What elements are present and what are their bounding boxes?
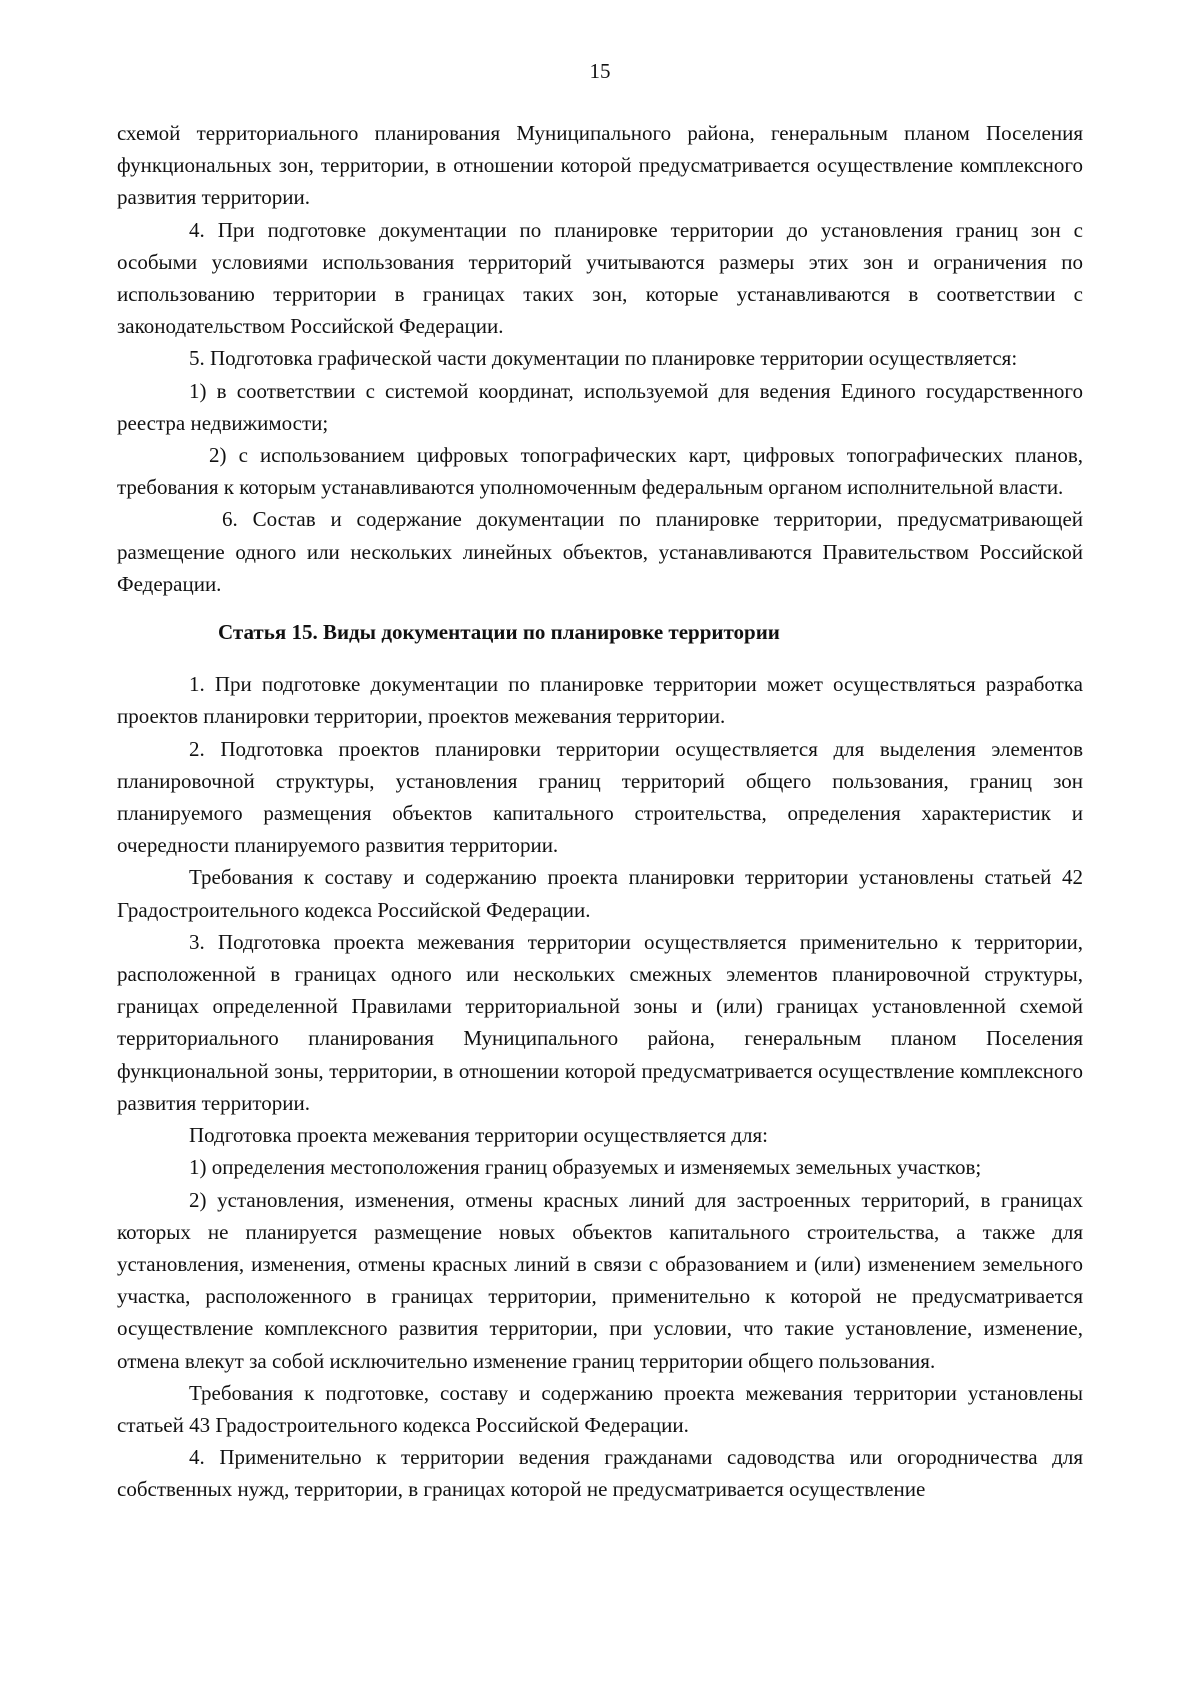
paragraph-article-item-1: 1. При подготовке документации по планировке территории может осуществляться разработка проектов планировки территории, проектов межевания территории. [117, 672, 1083, 729]
paragraph-subitem-1: 1) в соответствии с системой координат, используемой для ведения Единого государственного реестра недвижимости; [117, 378, 1083, 435]
paragraph-survey-subitem-1: 1) определения местоположения границ образуемых и изменяемых земельных участков; [189, 1155, 982, 1180]
paragraph-item-4: 4. При подготовке документации по планировке территории до установления границ зон с особыми условиями использования территорий учитываются размеры этих зон и ограничения по использованию территории в границах таких зон, которые устанавливаются в соответствии с законодательством Российской Федерации. [117, 217, 1083, 339]
paragraph-requirements-planning: Требования к составу и содержанию проекта планировки территории установлены статьей 42 Градостроительного кодекса Российской Федерации. [117, 865, 1083, 922]
article-heading: Статья 15. Виды документации по планировке территории [218, 620, 780, 645]
paragraph-article-item-3: 3. Подготовка проекта межевания территории осуществляется применительно к территории, расположенной в границах одного или нескольких смежных элементов планировочной структуры, границах определенной Правилами территориальной зоны и (или) границах установленной схемой территориального планирования Муниципального района, генеральным планом Поселения функциональной зоны, территории, в отношении которой предусматривается осуществление комплексного развития территории. [117, 929, 1083, 1115]
paragraph-item-6: 6. Состав и содержание документации по планировке территории, предусматривающей размещение одного или нескольких линейных объектов, устанавливаются Правительством Российской Федерации. [117, 507, 1083, 596]
paragraph-article-item-4: 4. Применительно к территории ведения гражданами садоводства или огородничества для собственных нужд, территории, в границах которой не предусматривается осуществление [117, 1445, 1083, 1502]
paragraph-survey-purpose: Подготовка проекта межевания территории осуществляется для: [189, 1123, 768, 1148]
paragraph-article-item-2: 2. Подготовка проектов планировки территории осуществляется для выделения элементов планировочной структуры, установления границ территорий общего пользования, границ зон планируемого размещения объектов капитального строительства, определения характеристик и очередности планируемого развития территории. [117, 736, 1083, 858]
paragraph-continuation: схемой территориального планирования Муниципального района, генеральным планом Поселения функциональных зон, территории, в отношении которой предусматривается осуществление комплексного развития территории. [117, 121, 1083, 210]
document-body [117, 117, 1083, 1506]
paragraph-subitem-2: 2) с использованием цифровых топографических карт, цифровых топографических планов, требования к которым устанавливаются уполномоченным федеральным органом исполнительной власти. [117, 443, 1083, 500]
paragraph-requirements-survey: Требования к подготовке, составу и содержанию проекта межевания территории установлены статьей 43 Градостроительного кодекса Российской Федерации. [117, 1380, 1083, 1437]
page-number: 15 [589, 59, 611, 83]
paragraph-survey-subitem-2: 2) установления, изменения, отмены красных линий для застроенных территорий, в границах которых не планируется размещение новых объектов капитального строительства, а также для установления, изменения, отмены красных линий в связи с образованием и (или) изменением земельного участка, расположенного в границах территории, применительно к которой не предусматривается осуществление комплексного развития территории, при условии, что такие установление, изменение, отмена влекут за собой исключительно изменение границ территории общего пользования. [117, 1187, 1083, 1373]
paragraph-item-5: 5. Подготовка графической части документации по планировке территории осуществляется: [189, 346, 1018, 371]
